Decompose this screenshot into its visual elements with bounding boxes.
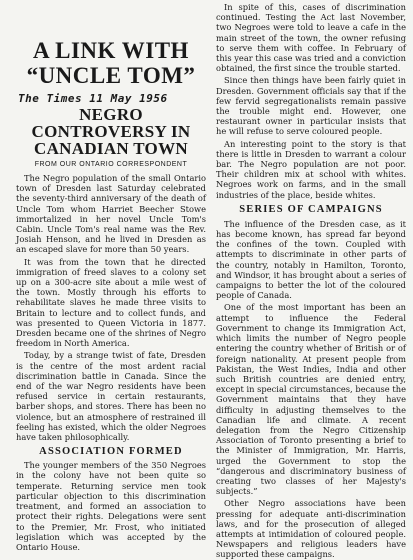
right-paragraph-3: An interesting point to the story is that there is little in Dresden to warrant a colour bar. The Negro population are not poor. Their children mix at school with whites. Negroes work on farms, and in the small industries of the place, beside whites.: [216, 138, 406, 200]
right-column: [216, 2, 406, 560]
right-paragraph-2: Since then things have been fairly quiet in Dresden. Government officials say that if the few fervid segregationalists remain passive the trouble might end. However, one restaurant owner in particular insists that he will refuse to serve coloured people.: [216, 75, 406, 137]
right-paragraph-6: Other Negro associations have been pressing for adequate anti-discrimination laws, and for the prosecution of alleged attempts at intimidation of coloured people. Newspapers and religious leaders have supported these campaigns.: [216, 498, 406, 560]
handwritten-source-annotation: The Times 11 May 1956: [18, 92, 168, 105]
left-paragraph-3: Today, by a strange twist of fate, Dresden is the centre of the most ardent racial discrimination battle in Canada. Since the end of the war Negro residents have been refused service in certain restaurants, barber shops, and stores. There has been no violence, but an atmosphere of restrained ill feeling has existed, which the older Negroes have taken philosophically.: [16, 350, 206, 443]
left-paragraph-1: The Negro population of the small Ontario town of Dresden last Saturday celebrated the seventy-third anniversary of the death of Uncle Tom whom Harriet Beecher Stowe immortalized in her novel Uncle Tom's Cabin. Uncle Tom's real name was the Rev. Josiah Henson, and he lived in Dresden as an escaped slave for more than 50 years.: [16, 173, 206, 255]
subheadline: NEGRO CONTROVERSY IN CANADIAN TOWN: [31, 105, 191, 158]
left-column: [16, 38, 206, 552]
right-paragraph-1: In spite of this, cases of discrimination continued. Testing the Act last November, two Negroes were told to leave a cafe in the main street of the town, the owner refusing to serve them with coffee. In February of this year this case was tried and a conviction obtained, the first since the trouble started.: [216, 2, 406, 74]
section-subhead-association: ASSOCIATION FORMED: [39, 446, 183, 458]
byline: FROM OUR ONTARIO CORRESPONDENT: [34, 161, 188, 168]
left-paragraph-2: It was from the town that he directed immigration of freed slaves to a colony set up on a 300-acre site about a mile west of the town. Mostly through his efforts to rehabilitate slaves he made three visits to Britain to lecture and to collect funds, and was presented to Queen Victoria in 1877. Dresden became one of the shrines of Negro freedom in North America.: [16, 256, 206, 349]
right-paragraph-4: The influence of the Dresden case, as it has become known, has spread far beyond the confines of the town. Coupled with attempts to discriminate in other parts of the country, notably in Hamilton, Toronto, and Windsor, it has brought about a series of campaigns to better the lot of the coloured people of Canada.: [216, 218, 406, 301]
right-paragraph-5: One of the most important has been an attempt to influence the Federal Government to change its Immigration Act, which limits the number of Negro people entering the country whether of British or of foreign nationality. At present people from Pakistan, the West Indies, India and other such British countries are denied entry, except in special circumstances, because the Government maintains that they have difficulty in adjusting themselves to the Canadian life and climate. A recent delegation from the Negro Citizenship Association of Toronto presenting a brief to the Minister of Immigration, Mr. Harris, urged the Government to stop the “dangerous and discriminatory business of creating two classes of her Majesty's subjects.”: [216, 302, 406, 497]
left-paragraph-4: The younger members of the 350 Negroes in the colony have not been quite so temperate. Returning service men took particular objection to this discrimination treatment, and formed an association to protect their rights. Delegations were sent to the Premier, Mr. Frost, who initiated legislation which was accepted by the Ontario House.: [16, 460, 206, 552]
headline: A LINK WITH “UNCLE TOM”: [26, 38, 196, 88]
section-subhead-campaigns: SERIES OF CAMPAIGNS: [239, 203, 383, 215]
